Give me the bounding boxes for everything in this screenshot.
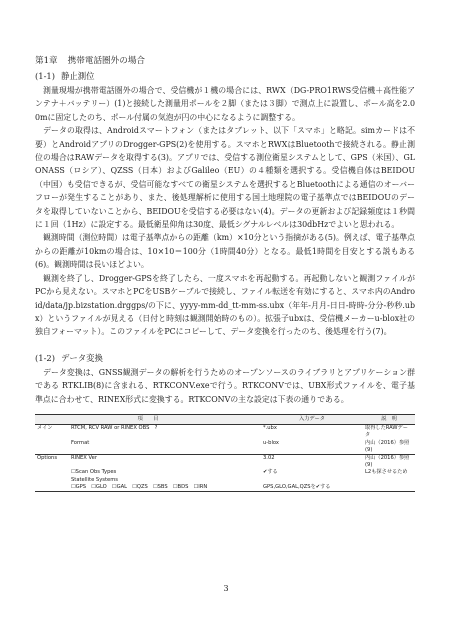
table-row <box>35 425 415 440</box>
cell-category <box>35 440 69 455</box>
page-content <box>35 55 415 492</box>
cell-category: Options <box>37 454 58 461</box>
cell-description: 取得したRAWデータ <box>365 425 408 439</box>
section-title: 静止測位 <box>61 71 95 81</box>
header-input: 入力データ <box>261 414 363 424</box>
cell-description <box>363 477 415 484</box>
paragraph-data-acquisition: データの取得は、Androidスマートフォン（またはタブレット、以下「スマホ」と略記。simカードは不要）とAndroidアプリのDrogger-GPS(2)を使用する。スマホとRWXはBluetoothで接続される。静止測位の場合はRAWデータを取得する(3)。アプリでは、受信する測位衛星システムとして、GPS（米国）、GLONASS（ロシア）、QZSS（日本）およびGalileo（EU）の４種類を選択する。受信機自体はBEIDOU（中国）も受信できるが、受信可能なすべての衛星システムを選択するとBluetoothによる通信のオーバーフローが発生することがあり、また、後処理解析に使用する国土地理院の電子基準点ではBEIDOUのデータを取得していないことから、BEIDOUを受信する必要はない(4)。データの更新および記録頻度は１秒間に１回（1Hz）に設定する。最低衛星仰角は30度、最低シグナルレベルは30dbHzでよいと思われる。 <box>35 126 415 230</box>
cell-item: RTCM, RCV RAW or RINEX OBS ? <box>71 425 158 432</box>
cell-item: ☐GPS ☐GLO ☐GAL ☐QZS ☐SBS ☐BDS ☐IRN <box>69 484 261 492</box>
page-number: 3 <box>223 584 229 593</box>
cell-description: 内山（2016）参照(9) <box>363 440 415 455</box>
cell-input <box>261 477 363 484</box>
cell-input: u-blox <box>261 440 363 455</box>
cell-description <box>363 484 415 492</box>
header-item: 項 目 <box>35 414 261 424</box>
paragraph-setup: 測量現場が携帯電話圏外の場合で、受信機が１機の場合には、RWX（DG-PRO1RWS受信機＋高性能アンテナ＋バッテリー）(1)と接続した測量用ポールを２脚（または３脚）で測点上に設置し、ポール高を2.00mに固定したのち、ポール付属の気泡が円の中心になるように調整する。 <box>35 86 415 122</box>
cell-category <box>35 469 69 476</box>
section-number: (1-2) <box>35 352 56 363</box>
table-row <box>35 469 415 476</box>
cell-item: Format <box>69 440 261 455</box>
cell-input: *.ubx <box>263 425 277 432</box>
table-row <box>35 440 415 455</box>
section-heading-1-2 <box>35 352 415 365</box>
chapter-heading <box>35 55 415 68</box>
paragraph-data-conversion: データ変換は、GNSS観測データの解析を行うためのオープンソースのライブラリとアプリケーション群である RTKLIB(8)に含まれる、RTKCONV.exeで行う。RTKCONVでは、UBX形式ファイルを、電子基準点に合わせて、RINEX形式に変換する。RTKCONVの主な設定は下表の通りである。 <box>35 367 415 404</box>
rtkconv-settings-table <box>35 414 415 492</box>
cell-item: Statellite Systems <box>71 476 118 483</box>
section-title: データ変換 <box>61 352 103 363</box>
cell-input: GPS,GLO,GAL,QZSを✔する <box>261 484 363 492</box>
table-row <box>35 484 415 492</box>
cell-item: RINEX Ver <box>71 454 97 461</box>
section-number: (1-1) <box>35 71 56 81</box>
paragraph-observation-time: 観測時間（測位時間）は電子基準点からの距離（km）×10分という指摘がある(5)。例えば、電子基準点からの距離が10kmの場合は、10×10＝100分（1時間40分）となる。最低1時間を目安とする説もある(6)。観測時間は長いほどよい。 <box>35 233 415 270</box>
cell-item: ☐Scan Obs Types <box>71 469 117 476</box>
section-heading-1-1 <box>35 70 415 83</box>
paragraph-file-transfer: 観測を終了し、Drogger-GPSを終了したら、一度スマホを再起動する。再起動しないと観測ファイルがPCから見えない。スマホとPCをUSBケーブルで接続し、ファイル転送を有効にすると、スマホ内のAndroid/data/jp.bizstation.drggps/の下に、yyyy-mm-dd_tt-mm-ss.ubx（年年-月月-日日-時時-分分-秒秒.ubx）というファイルが見える（日付と時刻は観測開始時のもの）。拡張子ubxは、受信機メーカーu-blox社の独自フォーマット）。このファイルをPCにコピーして、データ変換を行ったのち、後処理を行う(7)。 <box>35 273 415 337</box>
cell-category <box>35 484 69 492</box>
header-description: 説 明 <box>363 414 415 424</box>
cell-input: ✔する <box>263 469 278 476</box>
table-row <box>35 477 415 484</box>
chapter-number: 第1章 <box>35 56 58 66</box>
table-row <box>35 454 415 469</box>
cell-input: 3.02 <box>263 454 275 461</box>
cell-description: L2も探させるため <box>365 469 408 476</box>
chapter-title: 携帯電話圏外の場合 <box>67 56 146 66</box>
cell-category <box>35 477 69 484</box>
table-header-row <box>35 414 415 424</box>
cell-description: 内山（2016）参照(9) <box>365 454 410 469</box>
cell-category: メイン <box>37 425 53 432</box>
